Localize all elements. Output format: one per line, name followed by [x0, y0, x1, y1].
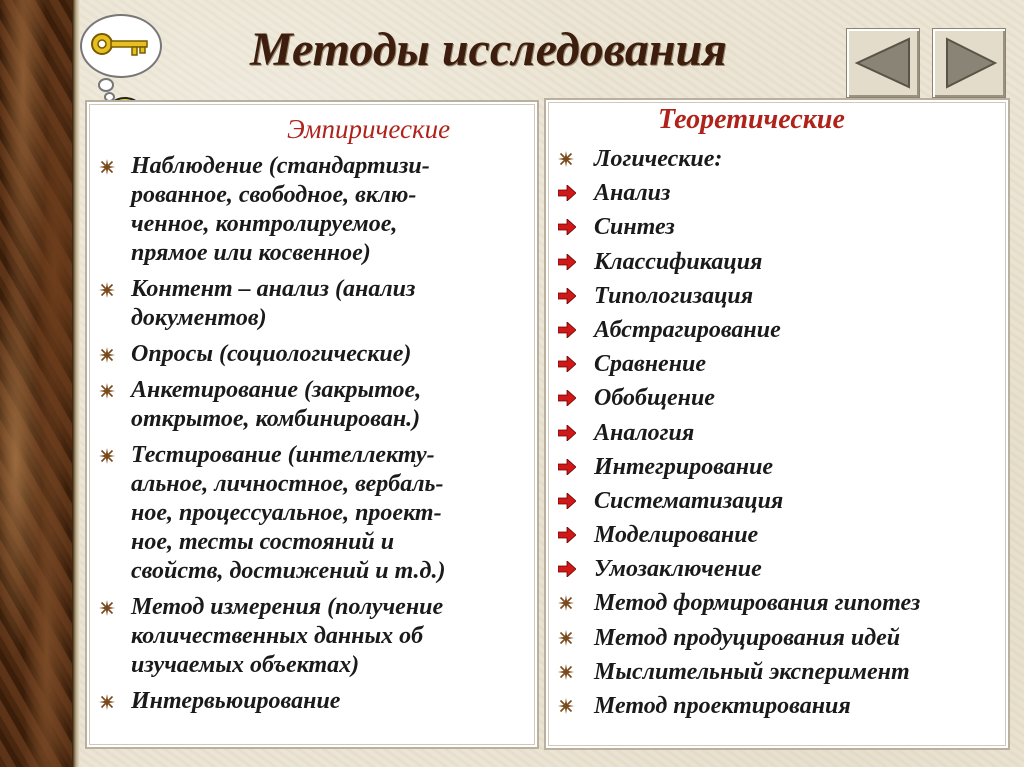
- list-item-text: Типологизация: [594, 282, 754, 309]
- triangle-right-icon: [939, 37, 999, 89]
- list-item-text: Тестирование (интеллекту- альное, личностное, вербаль- ное, процессуальное, проект- ное, тесты состояний и свойств, достижений и т.д.): [131, 442, 446, 584]
- star-bullet-icon: [99, 282, 115, 298]
- star-bullet-icon: [99, 383, 115, 399]
- star-bullet-icon: [99, 347, 115, 363]
- list-item-text: Анализ: [594, 180, 671, 207]
- list-item: [558, 588, 998, 622]
- arrow-bullet-icon: [558, 356, 576, 372]
- page-title: Методы исследования: [250, 23, 727, 76]
- next-slide-button[interactable]: [932, 28, 1006, 98]
- list-item-text: Абстрагирование: [594, 316, 781, 343]
- star-bullet-icon: [99, 448, 115, 464]
- arrow-bullet-icon: [558, 288, 576, 304]
- list-item-text: Метод формирования гипотез: [594, 590, 921, 617]
- bubble-dot: [98, 78, 114, 92]
- prev-slide-button[interactable]: [846, 28, 920, 98]
- list-item: [99, 441, 519, 586]
- triangle-left-icon: [853, 37, 913, 89]
- list-item-text: Метод проектирования: [594, 693, 851, 719]
- list-item-text: Аналогия: [594, 419, 695, 446]
- list-item: [558, 281, 998, 315]
- arrow-bullet-icon: [558, 390, 576, 406]
- list-item: [99, 152, 519, 268]
- empirical-heading: Эмпирические: [287, 114, 451, 144]
- star-bullet-icon: [99, 159, 115, 175]
- key-icon: [90, 28, 152, 60]
- star-bullet-icon: [558, 151, 574, 167]
- list-item: [558, 178, 998, 212]
- list-item: [99, 687, 519, 716]
- list-item-text: Интегрирование: [594, 453, 774, 480]
- list-item-text: Опросы (социологические): [131, 341, 412, 367]
- list-item: [99, 376, 519, 434]
- marble-side-strip: [0, 0, 78, 767]
- arrow-bullet-icon: [558, 527, 576, 543]
- list-item-text: Моделирование: [594, 522, 759, 549]
- list-item-text: Классификация: [594, 248, 763, 275]
- star-bullet-icon: [558, 595, 574, 611]
- list-item-text: Сравнение: [594, 351, 707, 378]
- list-item-text: Систематизация: [594, 487, 784, 514]
- empirical-list: [99, 152, 519, 723]
- list-item-text: Метод измерения (получение количественных данных об изучаемых объектах): [131, 594, 444, 678]
- arrow-bullet-icon: [558, 493, 576, 509]
- list-item: [558, 383, 998, 417]
- arrow-bullet-icon: [558, 561, 576, 577]
- list-item: [99, 593, 519, 680]
- arrow-bullet-icon: [558, 425, 576, 441]
- list-item-text: Контент – анализ (анализ документов): [131, 276, 416, 331]
- theoretical-heading: Теоретические: [658, 104, 845, 135]
- arrow-bullet-icon: [558, 459, 576, 475]
- list-item: [558, 520, 998, 554]
- list-item-text: Метод продуцирования идей: [594, 624, 901, 651]
- list-item: [558, 623, 998, 657]
- list-item: [558, 349, 998, 383]
- star-bullet-icon: [99, 600, 115, 616]
- list-item: [558, 315, 998, 349]
- star-bullet-icon: [558, 698, 574, 714]
- list-item: [558, 452, 998, 486]
- list-item: [558, 144, 998, 178]
- list-item-text: Интервьюирование: [131, 688, 341, 714]
- list-item: [558, 554, 998, 588]
- star-bullet-icon: [99, 694, 115, 710]
- star-bullet-icon: [558, 664, 574, 680]
- star-bullet-icon: [558, 630, 574, 646]
- arrow-bullet-icon: [558, 219, 576, 235]
- list-item-text: Синтез: [594, 214, 675, 241]
- strip-edge: [72, 0, 80, 767]
- list-item: [558, 247, 998, 281]
- list-item-text: Мыслительный эксперимент: [594, 658, 910, 685]
- list-item-text: Логические:: [594, 146, 723, 172]
- list-item: [99, 340, 519, 369]
- arrow-bullet-icon: [558, 322, 576, 338]
- list-item-text: Умозаключение: [594, 556, 762, 583]
- list-item: [558, 657, 998, 691]
- list-item: [558, 418, 998, 452]
- theoretical-methods-panel: [544, 98, 1010, 750]
- arrow-bullet-icon: [558, 185, 576, 201]
- empirical-methods-panel: [85, 100, 539, 749]
- list-item: [558, 486, 998, 520]
- list-item-text: Наблюдение (стандартизи- рованное, свободное, вклю- ченное, контролируемое, прямое или косвенное): [131, 153, 430, 266]
- list-item-text: Анкетирование (закрытое, открытое, комбинирован.): [131, 377, 422, 432]
- list-item: [99, 275, 519, 333]
- arrow-bullet-icon: [558, 254, 576, 270]
- theoretical-list: [558, 144, 998, 725]
- list-item: [558, 691, 998, 725]
- key-thought-bubble: [80, 14, 162, 78]
- list-item: [558, 212, 998, 246]
- list-item-text: Обобщение: [594, 385, 715, 412]
